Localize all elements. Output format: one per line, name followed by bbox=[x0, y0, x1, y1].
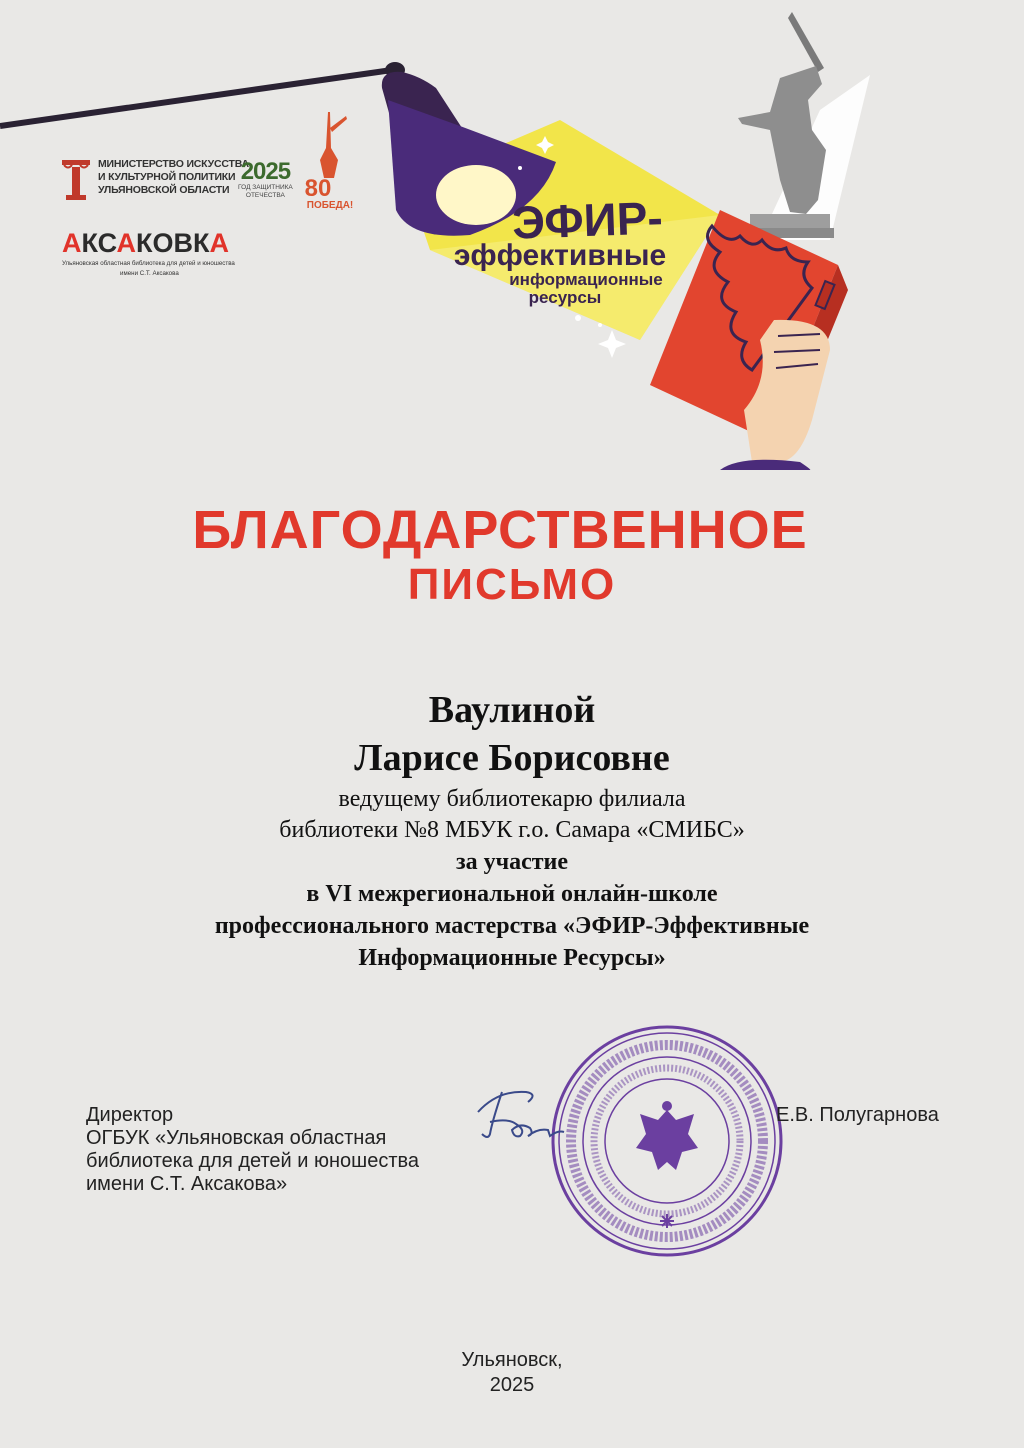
recipient-surname: Ваулиной bbox=[428, 689, 596, 731]
signatory-org-3: имени С.Т. Аксакова» bbox=[86, 1173, 288, 1195]
year-logo-number: 2025 bbox=[240, 158, 291, 185]
poster-line3: информационные bbox=[509, 270, 663, 289]
footer-city: Ульяновск, bbox=[461, 1349, 563, 1371]
footer-place-date bbox=[0, 1348, 1024, 1398]
page-title: БЛАГОДАРСТВЕННОЕ bbox=[192, 500, 808, 560]
signatory-org-2: библиотека для детей и юношества bbox=[86, 1150, 420, 1172]
snowflake-icon bbox=[660, 1214, 674, 1228]
victory-word: ПОБЕДА! bbox=[306, 200, 354, 211]
handwritten-signature bbox=[468, 1072, 588, 1152]
ministry-line1: МИНИСТЕРСТВО ИСКУССТВА bbox=[98, 158, 249, 170]
recipient-position-2: библиотеки №8 МБУК г.о. Самара «СМИБС» bbox=[279, 817, 745, 843]
award-reason-4: Информационные Ресурсы» bbox=[358, 945, 666, 971]
signatory-block bbox=[86, 1104, 419, 1196]
page-subtitle: ПИСЬМО bbox=[407, 560, 617, 609]
library-caption2: имени С.Т. Аксакова bbox=[120, 269, 179, 277]
library-logo bbox=[62, 228, 235, 277]
victory-logo bbox=[304, 108, 356, 212]
poster-line1: ЭФИР- bbox=[511, 191, 664, 249]
recipient-position-1: ведущему библиотекарю филиала bbox=[338, 786, 686, 812]
library-caption1: Ульяновская областная библиотека для детей и юношества bbox=[62, 260, 235, 267]
signatory-role: Директор bbox=[86, 1104, 174, 1126]
eagle-icon bbox=[636, 1101, 698, 1170]
signatory-name: Е.В. Полугарнова bbox=[776, 1104, 939, 1126]
poster-line4: ресурсы bbox=[528, 288, 602, 307]
recipient-name: Ларисе Борисовне bbox=[354, 737, 670, 779]
award-reason-2: в VI межрегиональной онлайн-школе bbox=[306, 881, 718, 907]
ministry-line2: И КУЛЬТУРНОЙ ПОЛИТИКИ bbox=[98, 171, 236, 183]
footer-year: 2025 bbox=[489, 1374, 535, 1396]
signatory-org-1: ОГБУК «Ульяновская областная bbox=[86, 1127, 387, 1149]
library-brand: АКСАКОВКА bbox=[62, 228, 229, 258]
pillar-icon bbox=[60, 158, 92, 202]
year-logo-caption1: ГОД ЗАЩИТНИКА bbox=[238, 184, 293, 191]
poster-line2: эффективные bbox=[453, 239, 667, 272]
award-reason-3: профессионального мастерства «ЭФИР-Эффективные bbox=[214, 913, 810, 939]
year-logo-caption2: ОТЕЧЕСТВА bbox=[245, 192, 285, 199]
ministry-line3: УЛЬЯНОВСКОЙ ОБЛАСТИ bbox=[98, 184, 230, 196]
ministry-logo bbox=[60, 158, 249, 202]
award-reason-1: за участие bbox=[455, 849, 569, 875]
year-logo bbox=[238, 160, 293, 200]
victory-number: 80 bbox=[304, 175, 332, 202]
